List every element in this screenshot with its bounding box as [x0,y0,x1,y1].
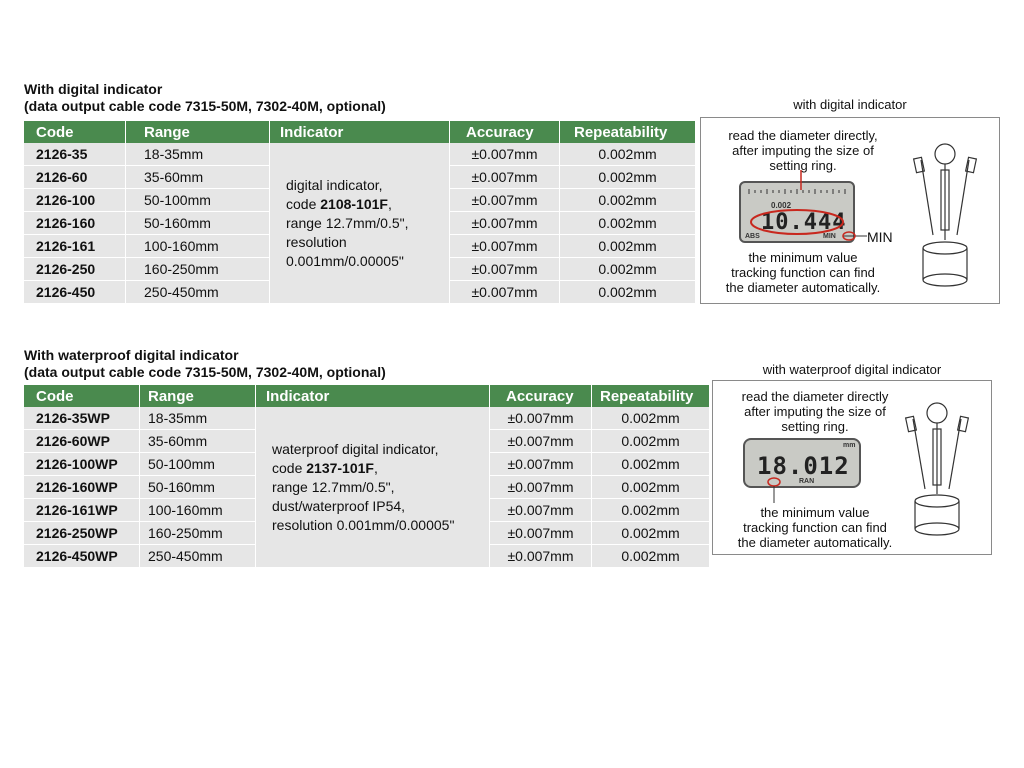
repeatability-cell: 0.002mm [560,258,696,281]
lcd-value: 18.012 [757,452,850,480]
lcd-abs-label: ABS [745,233,760,240]
accuracy-cell: ±0.007mm [450,281,560,304]
accuracy-cell: ±0.007mm [450,189,560,212]
header-accuracy: Accuracy [490,385,592,407]
range-cell: 35-60mm [126,166,270,189]
range-cell: 50-100mm [140,453,256,476]
header-accuracy: Accuracy [450,121,560,143]
accuracy-cell: ±0.007mm [490,499,592,522]
repeatability-cell: 0.002mm [592,545,710,568]
note-line: tracking function can find [743,520,887,535]
indicator-line [272,459,489,478]
table-row [24,407,710,430]
lcd-small-value: 0.002 [771,201,792,210]
indicator-line: 0.001mm/0.00005" [286,252,404,269]
code-cell: 2126-35 [24,143,126,166]
range-cell: 50-100mm [126,189,270,212]
table-row [24,143,696,166]
code-cell: 2126-160 [24,212,126,235]
note-line: read the diameter directly [741,389,889,404]
range-cell: 250-450mm [140,545,256,568]
repeatability-cell: 0.002mm [560,212,696,235]
section2-table [24,385,710,568]
code-cell: 2126-250 [24,258,126,281]
repeatability-cell: 0.002mm [560,143,696,166]
panel2-note-bottom [717,505,913,550]
header-code: Code [24,121,126,143]
indicator-line: dust/waterproof IP54, [272,497,406,514]
range-cell: 50-160mm [126,212,270,235]
note-line: the minimum value [760,505,870,520]
bore-gauge-icon [911,140,981,290]
accuracy-cell: ±0.007mm [450,235,560,258]
note-line: the diameter automatically. [725,280,881,295]
indicator-line: digital indicator, [286,176,383,193]
accuracy-cell: ±0.007mm [450,166,560,189]
repeatability-cell: 0.002mm [592,522,710,545]
range-cell: 18-35mm [140,407,256,430]
note-line: the minimum value [748,250,858,265]
min-callout-label: MIN [867,229,893,245]
accuracy-cell: ±0.007mm [490,407,592,430]
accuracy-cell: ±0.007mm [450,143,560,166]
note-line: after imputing the size of [744,404,886,419]
repeatability-cell: 0.002mm [592,430,710,453]
indicator-line: range 12.7mm/0.5", [272,478,395,495]
panel1 [700,117,1000,304]
code-cell: 2126-450WP [24,545,140,568]
header-indicator: Indicator [256,385,490,407]
code-cell: 2126-250WP [24,522,140,545]
code-cell: 2126-100 [24,189,126,212]
note-line: read the diameter directly, [728,128,878,143]
table-header-row [24,121,696,143]
indicator-line [286,195,449,214]
code-cell: 2126-161 [24,235,126,258]
range-cell: 100-160mm [126,235,270,258]
section2-title-line1: With waterproof digital indicator [24,347,239,363]
repeatability-cell: 0.002mm [592,407,710,430]
range-cell: 160-250mm [140,522,256,545]
panel2 [712,380,992,555]
code-cell: 2126-60WP [24,430,140,453]
lcd-mm-label: mm [843,442,856,449]
header-range: Range [126,121,270,143]
header-repeatability: Repeatability [592,385,710,407]
repeatability-cell: 0.002mm [592,499,710,522]
section1-title-line1: With digital indicator [24,81,163,97]
range-cell: 35-60mm [140,430,256,453]
header-repeatability: Repeatability [560,121,696,143]
indicator-code-suffix: , [387,195,392,212]
accuracy-cell: ±0.007mm [450,258,560,281]
note-line: the diameter automatically. [737,535,893,550]
range-cell: 250-450mm [126,281,270,304]
section1-title-line2: (data output cable code 7315-50M, 7302-40M, optional) [24,98,386,114]
range-cell: 18-35mm [126,143,270,166]
accuracy-cell: ±0.007mm [490,430,592,453]
indicator-code-prefix: code [272,459,307,476]
bore-gauge-icon [903,399,973,539]
lcd-min-label: MIN [823,233,836,240]
range-cell: 50-160mm [140,476,256,499]
indicator-code-prefix: code [286,195,321,212]
range-cell: 160-250mm [126,258,270,281]
note-line: after imputing the size of [732,143,874,158]
accuracy-cell: ±0.007mm [490,522,592,545]
section2-title-line2: (data output cable code 7315-50M, 7302-40M, optional) [24,364,386,380]
note-line: tracking function can find [731,265,875,280]
code-cell: 2126-161WP [24,499,140,522]
lcd-value: 10.444 [761,210,847,235]
repeatability-cell: 0.002mm [560,189,696,212]
section2-title [24,347,386,381]
code-cell: 2126-100WP [24,453,140,476]
header-code: Code [24,385,140,407]
accuracy-cell: ±0.007mm [490,476,592,499]
indicator-line: range 12.7mm/0.5", [286,214,409,231]
accuracy-cell: ±0.007mm [490,453,592,476]
repeatability-cell: 0.002mm [560,235,696,258]
accuracy-cell: ±0.007mm [450,212,560,235]
panel2-caption: with waterproof digital indicator [762,362,942,377]
table-header-row [24,385,710,407]
panel1-note-bottom [705,250,901,295]
note-line: setting ring. [769,158,837,173]
lcd-ran-label: RAN [799,478,815,485]
repeatability-cell: 0.002mm [592,453,710,476]
repeatability-cell: 0.002mm [560,166,696,189]
repeatability-cell: 0.002mm [592,476,710,499]
indicator-code: 2108-101F [320,195,388,212]
note-line: setting ring. [781,419,849,434]
code-cell: 2126-160WP [24,476,140,499]
header-range: Range [140,385,256,407]
indicator-cell [270,143,450,304]
code-cell: 2126-60 [24,166,126,189]
section1-title [24,81,386,115]
indicator-code-suffix: , [373,459,378,476]
indicator-line: waterproof digital indicator, [272,440,439,457]
code-cell: 2126-450 [24,281,126,304]
code-cell: 2126-35WP [24,407,140,430]
range-cell: 100-160mm [140,499,256,522]
accuracy-cell: ±0.007mm [490,545,592,568]
panel1-caption: with digital indicator [793,97,907,112]
section1-table [24,121,696,304]
indicator-code: 2137-101F [306,459,374,476]
indicator-line: resolution 0.001mm/0.00005" [272,516,455,533]
indicator-line: resolution [286,233,347,250]
header-indicator: Indicator [270,121,450,143]
indicator-cell [256,407,490,568]
repeatability-cell: 0.002mm [560,281,696,304]
